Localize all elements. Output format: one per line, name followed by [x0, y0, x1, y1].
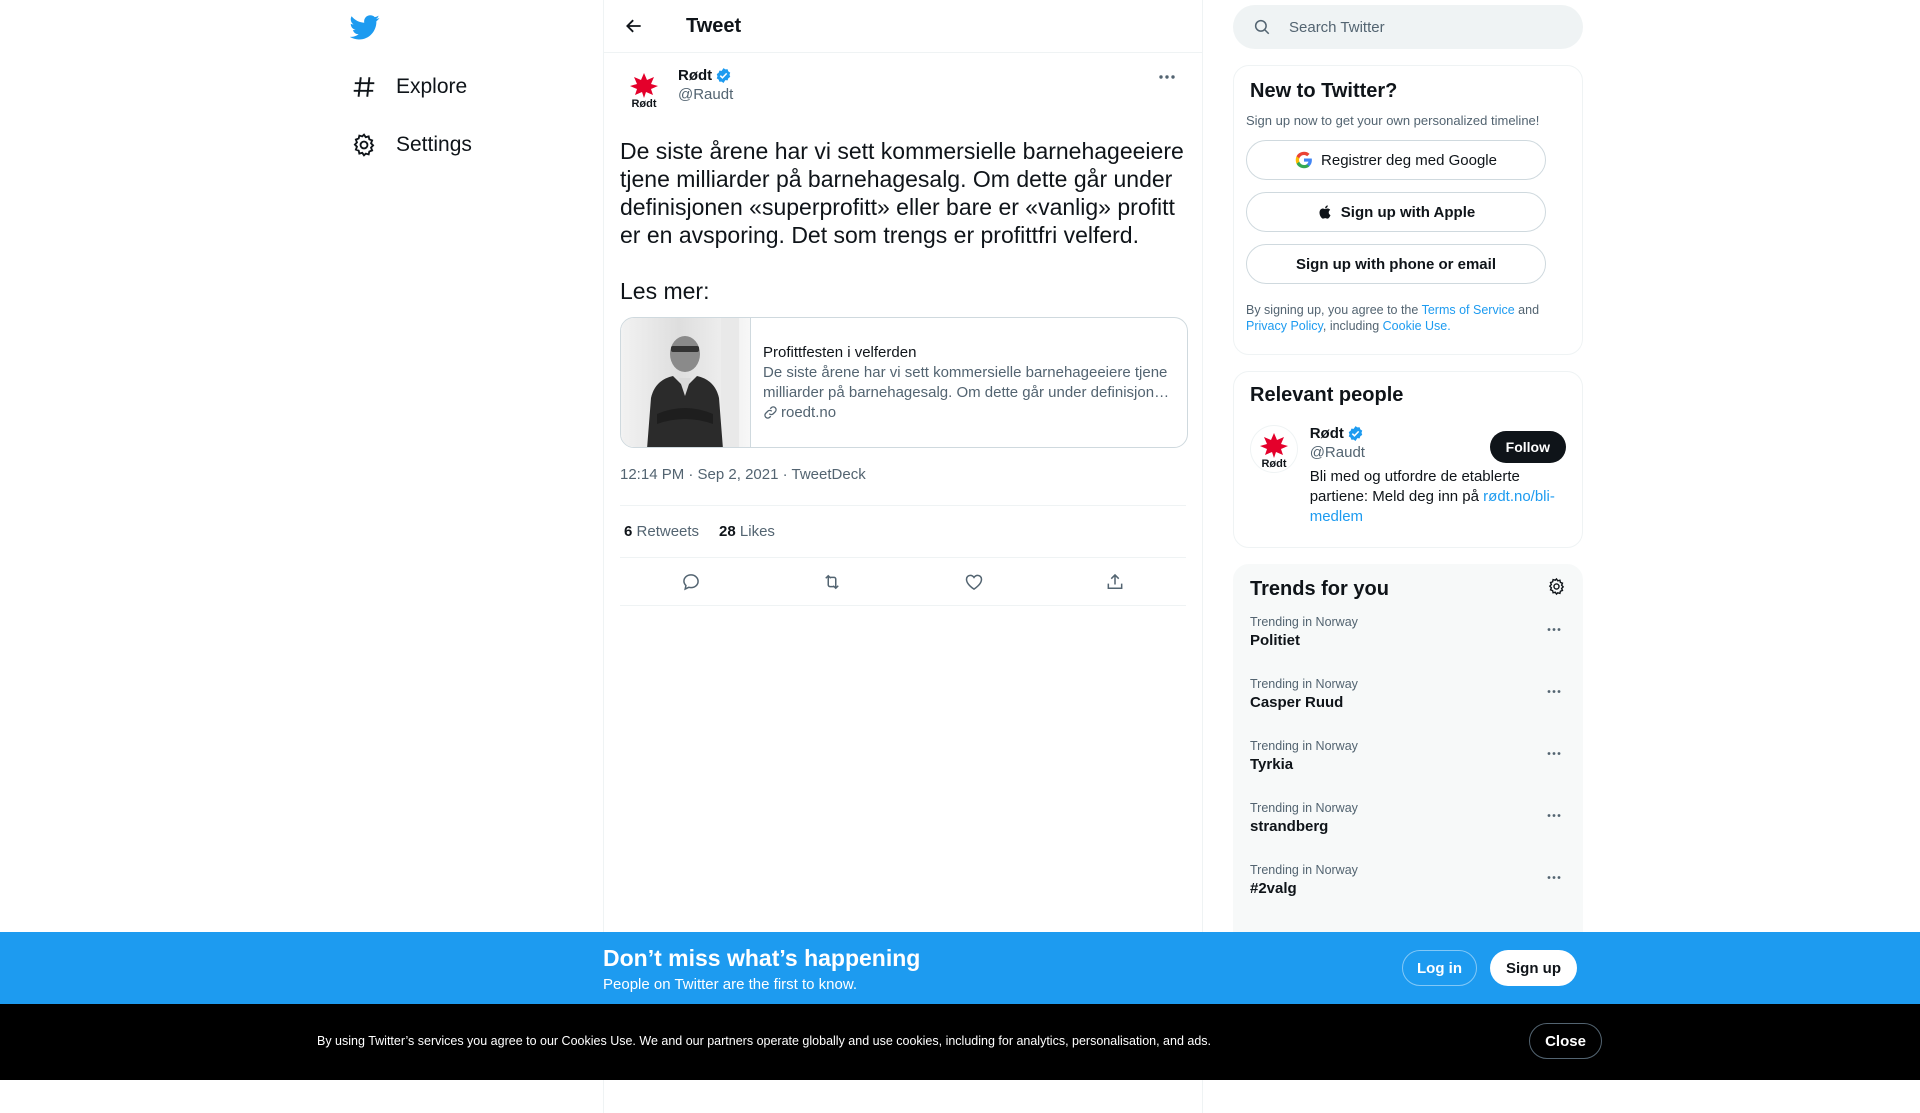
verified-badge-icon: [1347, 425, 1364, 442]
tweet-author: [620, 53, 1186, 123]
retweet-button[interactable]: [815, 565, 849, 599]
author-handle[interactable]: @Raudt: [678, 86, 734, 103]
trend-more-button[interactable]: [1542, 745, 1566, 761]
legal-text-2: and: [1514, 303, 1540, 317]
trend-item[interactable]: [1250, 787, 1566, 849]
nav-label-explore: Explore: [396, 75, 468, 98]
ellipsis-icon: [1158, 74, 1176, 80]
phone-email-signup-label: Sign up with phone or email: [1295, 255, 1496, 273]
nav-item-settings[interactable]: [350, 121, 472, 169]
verified-badge-icon: [715, 67, 732, 84]
banner-subtitle: People on Twitter are the first to know.: [603, 976, 858, 993]
trend-name: Politiet: [1250, 632, 1301, 649]
trend-more-button[interactable]: [1542, 683, 1566, 699]
tweet: [604, 53, 1202, 606]
trend-more-button[interactable]: [1542, 621, 1566, 637]
google-signup-button[interactable]: [1246, 140, 1546, 180]
twitter-bird-icon[interactable]: [350, 12, 382, 44]
trends-settings-button[interactable]: [1547, 577, 1566, 601]
legal-text-3: , including: [1322, 319, 1383, 333]
author-name-text: Rødt: [678, 67, 713, 84]
nav-item-explore[interactable]: [350, 63, 467, 111]
link-icon: [763, 405, 778, 420]
page-header: [604, 0, 1202, 53]
retweets-count: 6: [624, 523, 633, 540]
person-bio-link[interactable]: rødt.no/bli-medlem: [1309, 488, 1555, 525]
apple-signup-button[interactable]: [1246, 192, 1546, 232]
right-sidebar: [1233, 0, 1583, 964]
share-button[interactable]: [1098, 565, 1132, 599]
back-button[interactable]: [616, 8, 652, 44]
apple-signup-label: Sign up with Apple: [1340, 203, 1476, 221]
ellipsis-icon: [1546, 875, 1562, 880]
nav-label-settings: Settings: [396, 133, 472, 156]
trends-title: Trends for you: [1250, 577, 1389, 600]
terms-link[interactable]: Terms of Service: [1421, 303, 1515, 317]
likes-label: Likes: [739, 523, 775, 540]
trend-context: Trending in Norway: [1250, 677, 1358, 691]
search-icon: [1253, 18, 1271, 36]
trends-panel: [1233, 564, 1583, 964]
search-bar[interactable]: [1233, 5, 1583, 49]
legal-text-1: By signing up, you agree to the: [1246, 303, 1422, 317]
trend-name: Casper Ruud: [1250, 694, 1344, 711]
card-title: Profittfesten i velferden: [763, 343, 917, 361]
relevant-people-panel: [1233, 371, 1583, 548]
person-name-text: Rødt: [1309, 425, 1344, 442]
ellipsis-icon: [1546, 627, 1562, 632]
trend-item[interactable]: [1250, 663, 1566, 725]
privacy-link[interactable]: Privacy Policy: [1246, 319, 1323, 333]
signup-panel: [1233, 65, 1583, 355]
ellipsis-icon: [1546, 689, 1562, 694]
phone-email-signup-button[interactable]: [1246, 244, 1546, 284]
trend-item[interactable]: [1250, 849, 1566, 911]
person-bio-text: Bli med og utfordre de etablerte partiene: Meld deg inn på: [1309, 468, 1520, 505]
trend-context: Trending in Norway: [1250, 739, 1358, 753]
person-handle[interactable]: @Raudt: [1309, 444, 1365, 461]
link-card[interactable]: [620, 317, 1188, 448]
person-avatar[interactable]: [1250, 425, 1298, 473]
trend-more-button[interactable]: [1542, 869, 1566, 885]
likes-count: 28: [719, 523, 736, 540]
gear-icon: [350, 131, 378, 159]
person-avatar-logo-text: Rødt: [1261, 458, 1287, 469]
ellipsis-icon: [1546, 813, 1562, 818]
trend-more-button[interactable]: [1542, 807, 1566, 823]
card-image: [621, 318, 751, 448]
more-options-button[interactable]: [1152, 67, 1182, 87]
signup-button[interactable]: Sign up: [1490, 950, 1577, 986]
retweets-stat[interactable]: [624, 523, 699, 540]
share-icon: [1105, 572, 1125, 592]
person-item[interactable]: [1250, 425, 1566, 527]
signup-subtitle: Sign up now to get your own personalized timeline!: [1246, 113, 1540, 128]
avatar[interactable]: [620, 65, 668, 113]
follow-button[interactable]: Follow: [1490, 431, 1566, 463]
like-button[interactable]: [957, 565, 991, 599]
card-domain-text: roedt.no: [781, 403, 837, 421]
tweet-stats: [620, 506, 1186, 558]
trend-name: #2valg: [1250, 880, 1297, 897]
reply-icon: [681, 572, 701, 592]
card-domain: [763, 403, 1175, 423]
arrow-left-icon: [624, 16, 644, 36]
gear-icon: [1547, 577, 1566, 596]
reply-button[interactable]: [674, 565, 708, 599]
login-button[interactable]: Log in: [1402, 950, 1477, 986]
signup-legal-text: [1246, 302, 1570, 334]
trend-context: Trending in Norway: [1250, 615, 1358, 629]
search-input[interactable]: [1289, 19, 1549, 36]
trend-item[interactable]: [1250, 725, 1566, 787]
cookie-bar: [0, 1004, 1920, 1080]
likes-stat[interactable]: [719, 523, 775, 540]
tweet-actions: [620, 558, 1186, 606]
retweet-icon: [821, 572, 843, 592]
signup-title: New to Twitter?: [1250, 80, 1398, 102]
author-name[interactable]: [678, 67, 733, 84]
google-signup-label: Registrer deg med Google: [1321, 151, 1497, 169]
hashtag-icon: [350, 73, 378, 101]
apple-icon: [1317, 203, 1333, 221]
trend-context: Trending in Norway: [1250, 801, 1358, 815]
person-bio: [1310, 467, 1566, 527]
banner-title: Don’t miss what’s happening: [603, 945, 921, 971]
trend-item[interactable]: [1250, 601, 1566, 663]
trend-name: strandberg: [1250, 818, 1329, 835]
card-description: De siste årene har vi sett kommersielle barnehageeiere tjene milliarder på barnehagesalg. Om dette går under definisjonen: [763, 363, 1171, 401]
heart-icon: [964, 572, 984, 592]
cookie-use-link[interactable]: Cookie Use.: [1382, 319, 1451, 333]
close-button[interactable]: Close: [1529, 1023, 1602, 1059]
trend-name: Tyrkia: [1250, 756, 1294, 773]
retweets-label: Retweets: [636, 523, 700, 540]
cookie-text: By using Twitter’s services you agree to our Cookies Use. We and our partners operate globally and use cookies, including for analytics, personalisation, and ads.: [317, 1034, 1212, 1048]
google-icon: [1295, 151, 1313, 169]
relevant-people-title: Relevant people: [1250, 384, 1404, 406]
trend-context: Trending in Norway: [1250, 863, 1358, 877]
avatar-logo-text: Rødt: [631, 98, 657, 109]
tweet-timestamp[interactable]: 12:14 PM · Sep 2, 2021 · TweetDeck: [620, 466, 1186, 506]
tweet-text: De siste årene har vi sett kommersielle barnehageeiere tjene milliarder på barnehagesalg. Om dette går under definisjonen «superprofitt» eller bare er «vanlig» profitt er en avsporing. Det som trengs er profittfri velferd. Les mer:: [620, 138, 1184, 304]
ellipsis-icon: [1546, 751, 1562, 756]
page-title: Tweet: [686, 14, 742, 37]
signup-banner: [0, 932, 1920, 1004]
